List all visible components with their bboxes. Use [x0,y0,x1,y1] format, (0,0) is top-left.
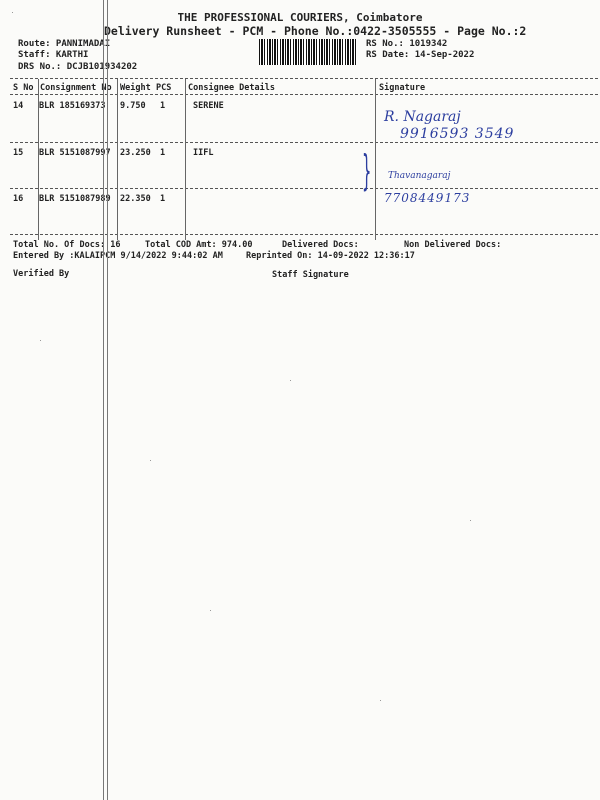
scan-speck [12,12,13,13]
table-header-rule [10,94,598,95]
table-bottom-rule [10,234,598,235]
company-title: THE PROFESSIONAL COURIERS, Coimbatore [177,11,423,24]
scan-speck [380,700,381,701]
staff-label: Staff: KARTHI [18,50,89,60]
total-cod-amount: Total COD Amt: 974.00 [145,240,253,250]
row-consignment: BLR 185169373 [39,101,106,111]
col-header-weight: Weight [120,83,151,93]
col-header-sno: S No [13,83,34,93]
row-sno: 16 [13,194,24,204]
row-consignment: BLR 5151087997 [39,148,111,158]
row-pcs: 1 [160,148,166,158]
staff-signature: Staff Signature [272,270,349,280]
column-divider [117,79,118,240]
route-label: Route: PANNIMADAI [18,39,111,49]
row-consignment: BLR 5151087989 [39,194,111,204]
non-delivered-docs: Non Delivered Docs: [404,240,502,250]
row-divider [10,142,598,143]
table-top-rule [10,78,598,79]
row-consignee: SERENE [193,101,224,111]
column-divider [375,79,376,240]
fold-line [107,0,108,800]
drs-number: DRS No.: DCJB101934202 [18,62,138,72]
row-divider [10,188,598,189]
fold-line [103,0,104,800]
scan-speck [150,460,151,461]
scan-speck [40,340,41,341]
scan-speck [290,380,291,381]
runsheet-title: Delivery Runsheet - PCM - Phone No.:0422-3505555 - Page No.:2 [104,24,527,38]
entered-by: Entered By :KALAIPCM 9/14/2022 9:44:02 AM [13,251,223,261]
column-divider [185,79,186,240]
bracket-mark: } [362,146,372,195]
row-consignee: IIFL [193,148,214,158]
row-sno: 14 [13,101,24,111]
col-header-pcs: PCS [156,83,172,93]
row-weight: 23.250 [120,148,151,158]
total-docs: Total No. Of Docs: 16 [13,240,121,250]
col-header-consignee: Consignee Details [188,83,275,93]
rs-date: RS Date: 14-Sep-2022 [366,50,475,60]
verified-by: Verified By [13,269,70,279]
scan-speck [210,610,211,611]
col-header-consignment: Consignment No [40,83,112,93]
row-sno: 15 [13,148,24,158]
handwritten-signature-phone: 7708449173 [384,191,471,205]
row-weight: 22.350 [120,194,151,204]
barcode [259,39,357,65]
handwritten-signature-phone: 9916593 3549 [400,126,515,142]
reprinted-on: Reprinted On: 14-09-2022 12:36:17 [246,251,415,261]
col-header-signature: Signature [379,83,426,93]
scan-speck [470,520,471,521]
handwritten-signature-name: Thavanagaraj [388,171,451,181]
row-weight: 9.750 [120,101,146,111]
handwritten-signature-name: R. Nagaraj [384,109,461,125]
delivered-docs: Delivered Docs: [282,240,359,250]
row-pcs: 1 [160,194,166,204]
rs-number: RS No.: 1019342 [366,39,448,49]
row-pcs: 1 [160,101,166,111]
